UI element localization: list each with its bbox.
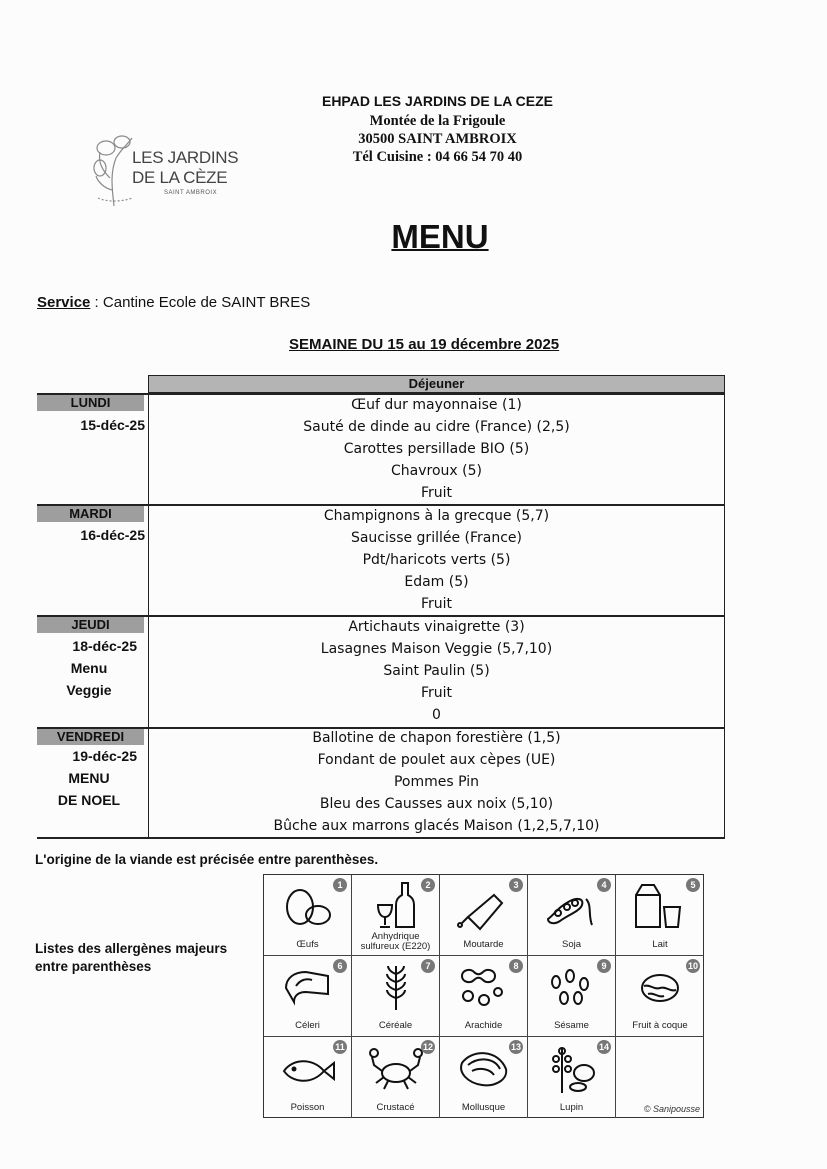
milk-icon xyxy=(630,881,690,931)
day-date: 16-déc-25 xyxy=(80,527,145,543)
day-date: 19-déc-25 xyxy=(72,748,137,764)
dish: Fondant de poulet aux cèpes (UE) xyxy=(317,752,556,768)
allergen-cell xyxy=(264,1037,352,1118)
dish: Chavroux (5) xyxy=(391,463,482,479)
tree-logo-icon xyxy=(92,128,136,212)
dish: Ballotine de chapon forestière (1,5) xyxy=(312,730,561,746)
day-info xyxy=(37,414,145,436)
allergen-note xyxy=(35,940,227,976)
dish: Carottes persillade BIO (5) xyxy=(343,441,530,457)
allergen-cell xyxy=(352,875,440,956)
day-info xyxy=(37,524,145,546)
day-note: DE NOEL xyxy=(57,792,121,808)
dish: Pommes Pin xyxy=(393,774,480,790)
allergen-label: Anhydrique sulfureux (E220) xyxy=(360,931,431,952)
dish: Artichauts vinaigrette (3) xyxy=(348,619,525,635)
logo xyxy=(92,128,242,212)
logo-line-1: LES JARDINS xyxy=(132,148,239,167)
dish: Bûche aux marrons glacés Maison (1,2,5,7,10) xyxy=(273,818,600,834)
day-info xyxy=(37,745,141,811)
allergen-label: Moutarde xyxy=(463,939,504,950)
day-name: LUNDI xyxy=(37,395,144,411)
celery-icon xyxy=(278,962,338,1012)
allergen-number: 8 xyxy=(509,959,523,973)
allergen-grid xyxy=(263,874,704,1118)
table-right-border xyxy=(724,727,725,837)
allergen-label: Œufs xyxy=(296,939,319,950)
table-right-border xyxy=(724,504,725,615)
day-name: MARDI xyxy=(37,506,144,522)
establishment-street: Montée de la Frigoule xyxy=(369,113,506,129)
wheat-icon xyxy=(366,962,426,1012)
eggs-icon xyxy=(278,881,338,931)
allergen-number: 12 xyxy=(422,1042,433,1052)
day-info xyxy=(37,635,141,701)
allergen-label: Fruit à coque xyxy=(632,1020,688,1031)
allergen-label: Arachide xyxy=(464,1020,503,1031)
fish-icon xyxy=(278,1043,338,1093)
day-dishes xyxy=(149,616,724,726)
service-label: Service xyxy=(37,294,91,311)
day-note: Veggie xyxy=(66,682,112,698)
allergen-cell xyxy=(264,875,352,956)
logo-line-2: DE LA CÈZE xyxy=(132,168,228,187)
allergen-cell xyxy=(528,1037,616,1118)
mussel-icon xyxy=(454,1043,514,1093)
day-date: 18-déc-25 xyxy=(72,638,137,654)
allergen-cell xyxy=(352,956,440,1037)
allergen-cell xyxy=(528,956,616,1037)
dish: 0 xyxy=(432,707,441,723)
day-dishes xyxy=(149,394,724,504)
logo-line-3: SAINT AMBROIX xyxy=(164,190,218,196)
day-name: JEUDI xyxy=(37,617,144,633)
dish: Saucisse grillée (France) xyxy=(350,530,523,546)
nut-icon xyxy=(630,962,690,1012)
page-title: MENU xyxy=(391,218,489,255)
allergen-number: 2 xyxy=(421,878,435,892)
allergen-cell-copyright xyxy=(616,1037,704,1118)
allergen-number: 7 xyxy=(421,959,435,973)
allergen-number: 11 xyxy=(333,1040,347,1054)
dish: Fruit xyxy=(420,685,453,701)
table-right-border xyxy=(724,393,725,504)
origin-note: L'origine de la viande est précisée entre parenthèses. xyxy=(35,852,379,867)
crab-icon xyxy=(366,1043,426,1093)
dish: Sauté de dinde au cidre (France) (2,5) xyxy=(303,419,570,435)
day-row-jeudi xyxy=(37,615,725,727)
service-line xyxy=(37,294,310,311)
allergen-label: Poisson xyxy=(290,1102,325,1113)
allergen-cell xyxy=(616,875,704,956)
allergen-number: 13 xyxy=(510,1042,521,1052)
allergen-number: 5 xyxy=(686,878,700,892)
day-note: Menu xyxy=(70,660,108,676)
peanut-icon xyxy=(454,962,514,1012)
copyright: © Sanipousse xyxy=(643,1104,700,1114)
day-row-vendredi xyxy=(37,727,725,837)
day-dishes xyxy=(149,505,724,615)
dish: Champignons à la grecque (5,7) xyxy=(323,508,550,524)
allergen-cell xyxy=(440,1037,528,1118)
allergen-number: 3 xyxy=(509,878,523,892)
sesame-icon xyxy=(542,962,602,1012)
wine-bottle-icon xyxy=(366,881,426,931)
allergen-cell xyxy=(440,956,528,1037)
allergen-number: 4 xyxy=(597,878,611,892)
allergen-label: Lait xyxy=(652,939,668,950)
week-title: SEMAINE DU 15 au 19 décembre 2025 xyxy=(289,336,560,353)
dish: Pdt/haricots verts (5) xyxy=(362,552,511,568)
allergen-number: 9 xyxy=(597,959,611,973)
kitchen-phone: Tél Cuisine : 04 66 54 70 40 xyxy=(352,149,523,165)
service-value: : Cantine Ecole de SAINT BRES xyxy=(90,294,311,311)
day-row-lundi xyxy=(37,393,725,504)
establishment-name: EHPAD LES JARDINS DE LA CEZE xyxy=(321,93,554,109)
allergen-note-line: entre parenthèses xyxy=(35,959,152,974)
menu-table xyxy=(37,373,725,839)
lupin-icon xyxy=(542,1043,602,1093)
allergen-label: Lupin xyxy=(559,1102,584,1113)
allergen-label: Céréale xyxy=(378,1020,413,1031)
dish: Fruit xyxy=(420,596,453,612)
day-note: MENU xyxy=(68,770,110,786)
dish: Edam (5) xyxy=(404,574,469,590)
allergen-number: 10 xyxy=(687,961,698,971)
day-dishes xyxy=(149,727,724,837)
allergen-label: Soja xyxy=(561,939,581,950)
allergen-cell xyxy=(528,875,616,956)
day-name: VENDREDI xyxy=(37,729,144,745)
allergen-cell xyxy=(440,875,528,956)
establishment-city: 30500 SAINT AMBROIX xyxy=(358,131,517,147)
allergen-label: Sésame xyxy=(554,1020,589,1031)
day-date: 15-déc-25 xyxy=(80,417,145,433)
dish: Lasagnes Maison Veggie (5,7,10) xyxy=(320,641,553,657)
allergen-cell xyxy=(616,956,704,1037)
dish: Saint Paulin (5) xyxy=(383,663,490,679)
table-bottom-border xyxy=(37,837,725,839)
allergen-number: 1 xyxy=(333,878,347,892)
column-header-dejeuner: Déjeuner xyxy=(148,375,725,393)
dish: Bleu des Causses aux noix (5,10) xyxy=(319,796,554,812)
dish: Fruit xyxy=(420,485,453,501)
mustard-icon xyxy=(454,881,514,931)
table-right-border xyxy=(724,615,725,727)
allergen-label: Mollusque xyxy=(461,1102,506,1113)
allergen-cell xyxy=(264,956,352,1037)
allergen-label: Céleri xyxy=(295,1020,320,1031)
allergen-number: 14 xyxy=(598,1042,609,1052)
allergen-label: Crustacé xyxy=(376,1102,415,1113)
dish: Œuf dur mayonnaise (1) xyxy=(351,397,522,413)
allergen-cell xyxy=(352,1037,440,1118)
allergen-number: 6 xyxy=(333,959,347,973)
soy-icon xyxy=(542,881,602,931)
allergen-note-line: Listes des allergènes majeurs xyxy=(35,941,228,956)
day-row-mardi xyxy=(37,504,725,615)
